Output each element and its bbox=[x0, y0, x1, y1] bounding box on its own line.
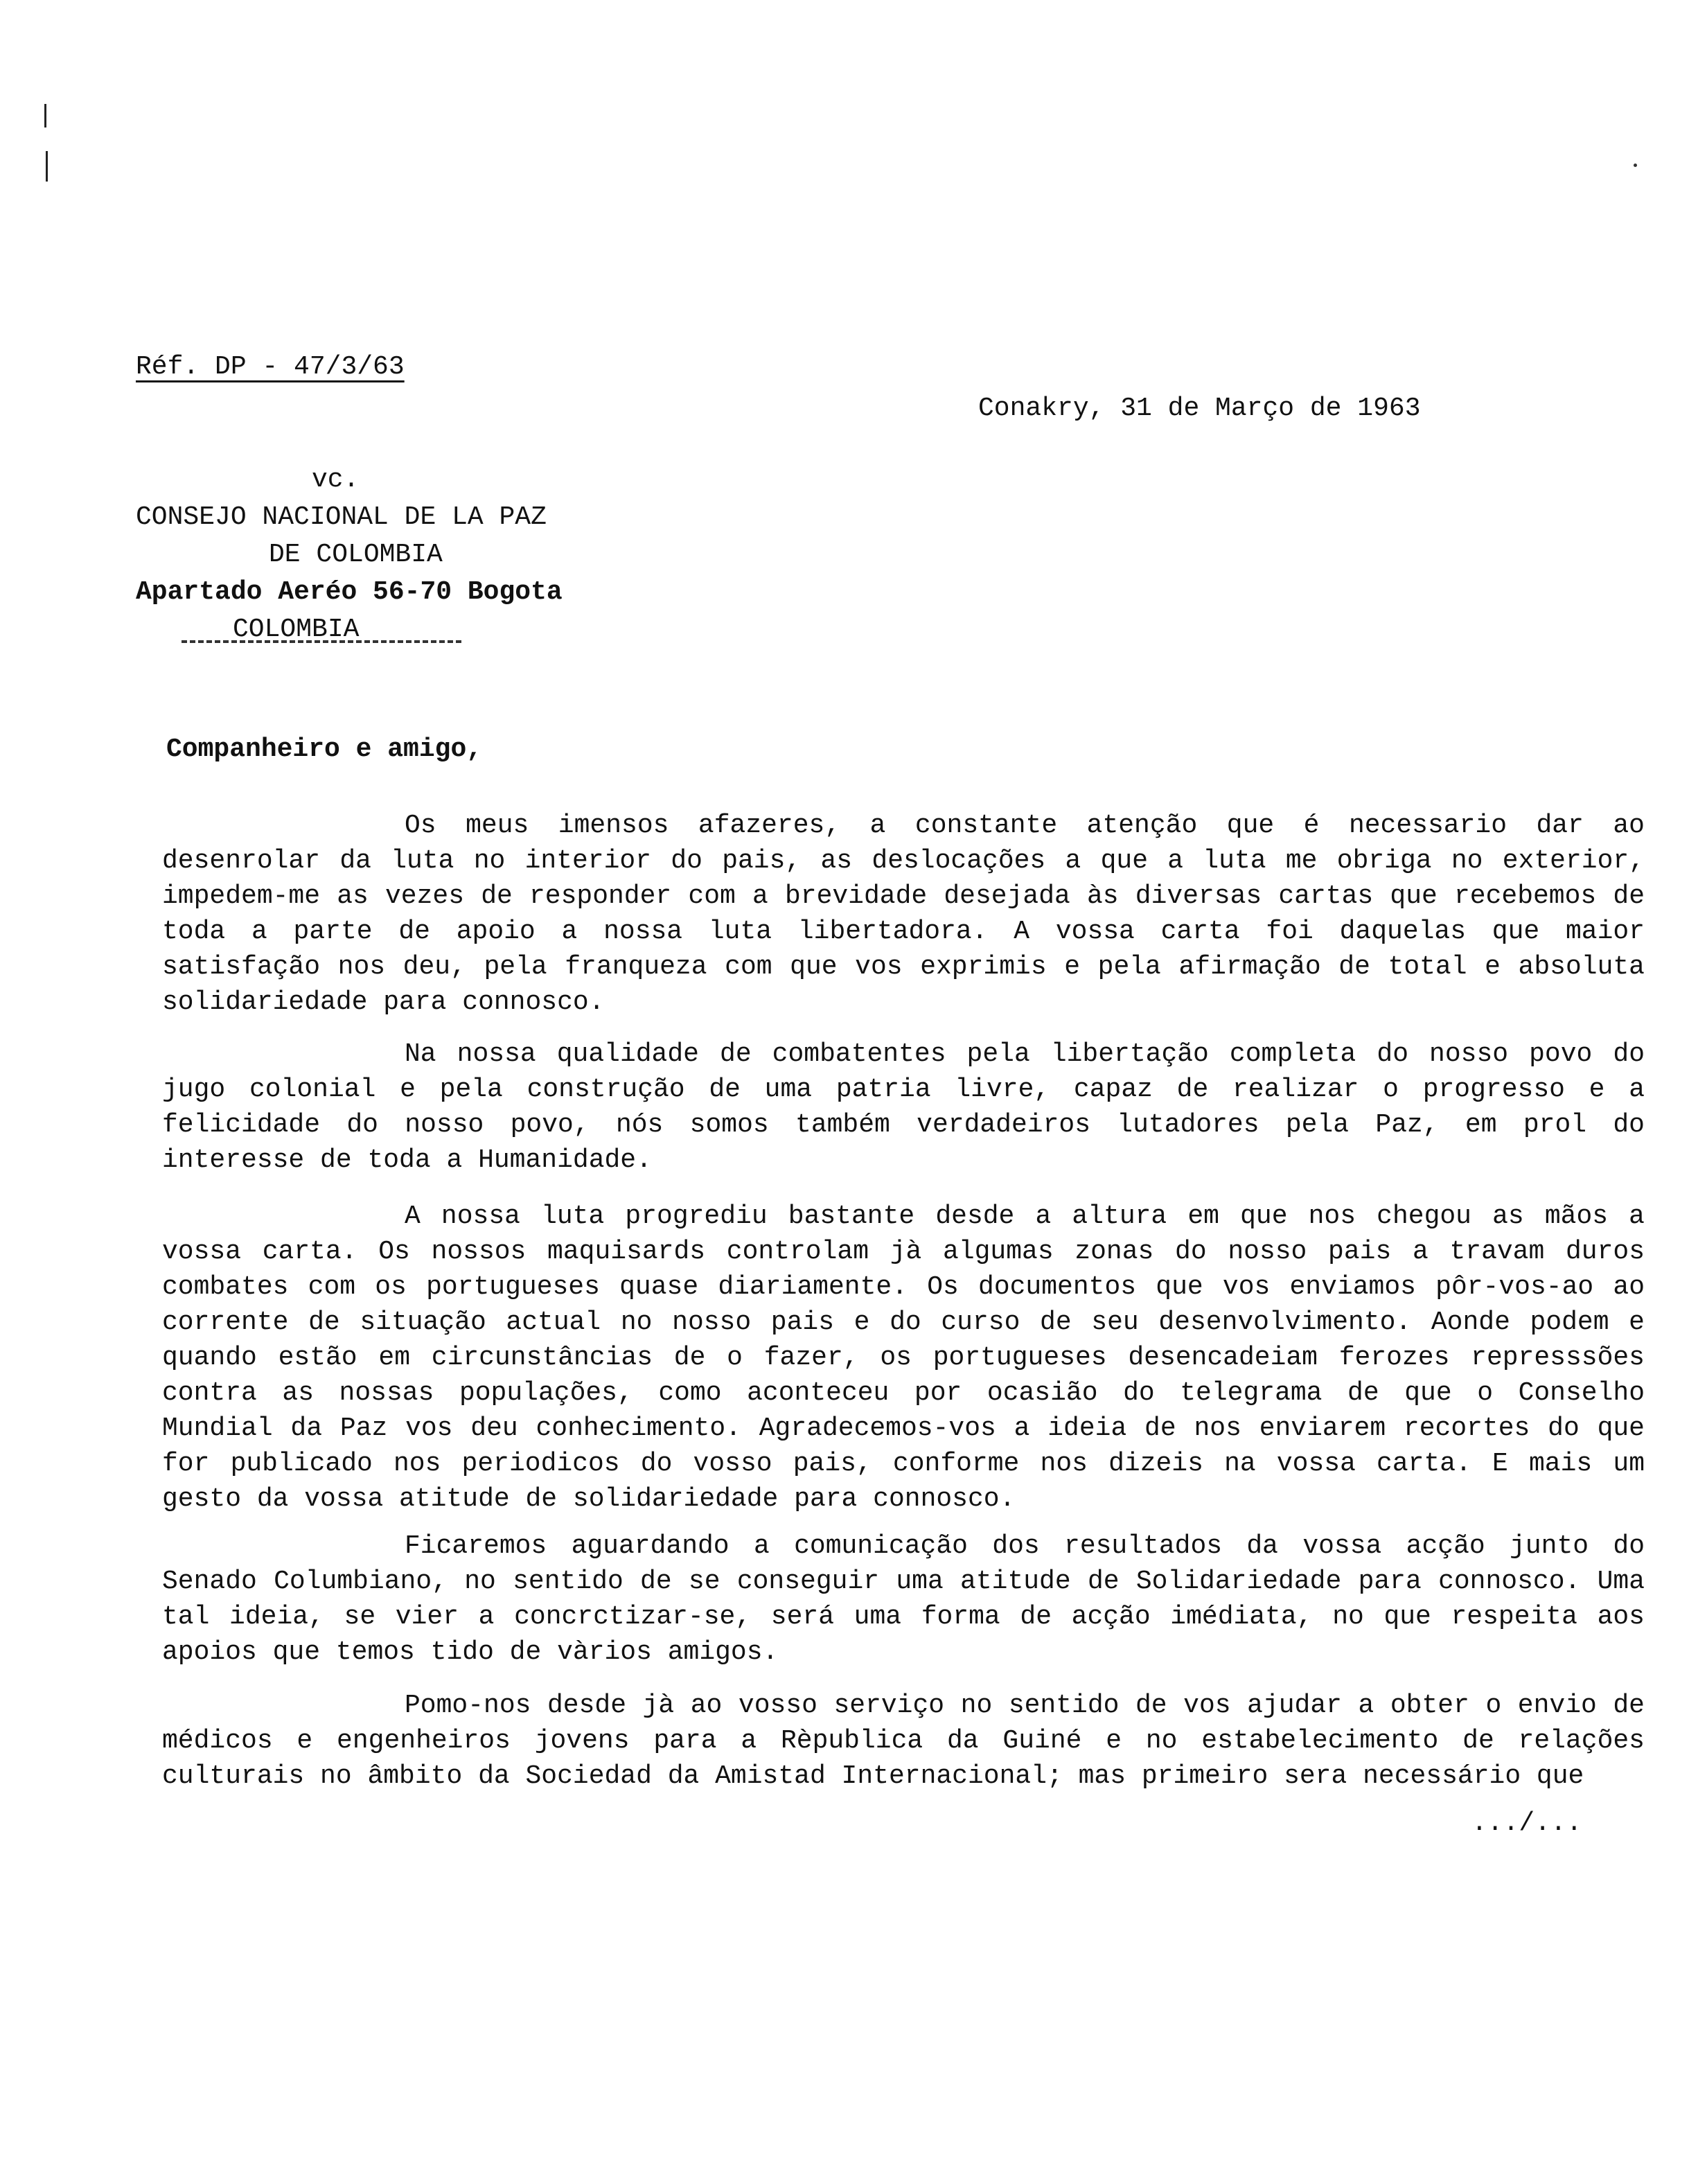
paragraph-1 bbox=[162, 808, 1645, 1020]
paragraph-3-text: A nossa luta progrediu bastante desde a altura em que nos chegou as mãos a vossa carta. Os nossos maquisards controlam jà algumas zonas do nosso pais a travam duros combates com os portugueses quase diariamente. Os documentos que vos enviamos pôr-vos-ao ao corrente de situação actual no nosso pais e do curso de seu desenvolvimento. Aonde podem e quando estão em circunstâncias de o fazer, os portugueses desencadeiam ferozes represssões contra as nossas populações, como aconteceu por ocasião do telegrama de que o Conselho Mundial da Paz vos deu conhecimento. Agradecemos-vos a ideia de nos enviarem recortes do que for publicado nos periodicos do vosso pais, conforme nos dizeis na vossa carta. E mais um gesto da vossa atitude de solidariedade para connosco. bbox=[162, 1201, 1645, 1514]
paragraph-2-text: Na nossa qualidade de combatentes pela libertação completa do nosso povo do jugo colonial e pela construção de uma patria livre, capaz de realizar o progresso e a felicidade do nosso povo, nós somos também verdadeiros lutadores pela Paz, em prol do interesse de toda a Humanidade. bbox=[162, 1039, 1645, 1175]
paragraph-1-text: Os meus imensos afazeres, a constante atenção que é necessario dar ao desenrolar da luta no interior do pais, as deslocações a que a luta me obriga no exterior, impedem-me as vezes de responder com a brevidade desejada às diversas cartas que recebemos de toda a parte de apoio a nossa luta libertadora. A vossa carta foi daquelas que maior satisfação nos deu, pela franqueza com que vos exprimis e pela afirmação de total e absoluta solidariedade para connosco. bbox=[162, 811, 1645, 1017]
margin-dot bbox=[1634, 164, 1637, 167]
recipient-line-2: DE COLOMBIA bbox=[269, 540, 443, 570]
recipient-line-3: Apartado Aeréo 56-70 Bogota bbox=[136, 577, 563, 607]
recipient-address bbox=[136, 461, 563, 649]
continuation-mark: .../... bbox=[1471, 1808, 1582, 1838]
paragraph-3 bbox=[162, 1199, 1645, 1517]
salutation: Companheiro e amigo, bbox=[166, 734, 483, 764]
recipient-line-4: COLOMBIA bbox=[233, 615, 360, 644]
recipient-initials: vc. bbox=[312, 465, 360, 495]
paragraph-5-text: Pomo-nos desde jà ao vosso serviço no sentido de vos ajudar a obter o envio de médicos e engenheiros jovens para a Rèpublica da Guiné e no estabelecimento de relações culturais no âmbito da Sociedad da Amistad Internacional; mas primeiro sera necessário que bbox=[162, 1691, 1645, 1791]
paragraph-2 bbox=[162, 1037, 1645, 1178]
margin-mark-top bbox=[44, 104, 46, 127]
date-line: Conakry, 31 de Março de 1963 bbox=[978, 394, 1421, 423]
address-underline bbox=[182, 640, 461, 643]
reference-number: Réf. DP - 47/3/63 bbox=[136, 352, 405, 382]
paragraph-5 bbox=[162, 1688, 1645, 1794]
paragraph-4-text: Ficaremos aguardando a comunicação dos resultados da vossa acção junto do Senado Columbiano, no sentido de se conseguir uma atitude de Solidariedade para connosco. Uma tal ideia, se vier a concrctizar-se, será uma forma de acção imédiata, no que respeita aos apoios que temos tido de vàrios amigos. bbox=[162, 1531, 1645, 1667]
recipient-line-1: CONSEJO NACIONAL DE LA PAZ bbox=[136, 502, 547, 532]
paragraph-4 bbox=[162, 1529, 1645, 1670]
margin-mark-bottom bbox=[46, 151, 48, 182]
